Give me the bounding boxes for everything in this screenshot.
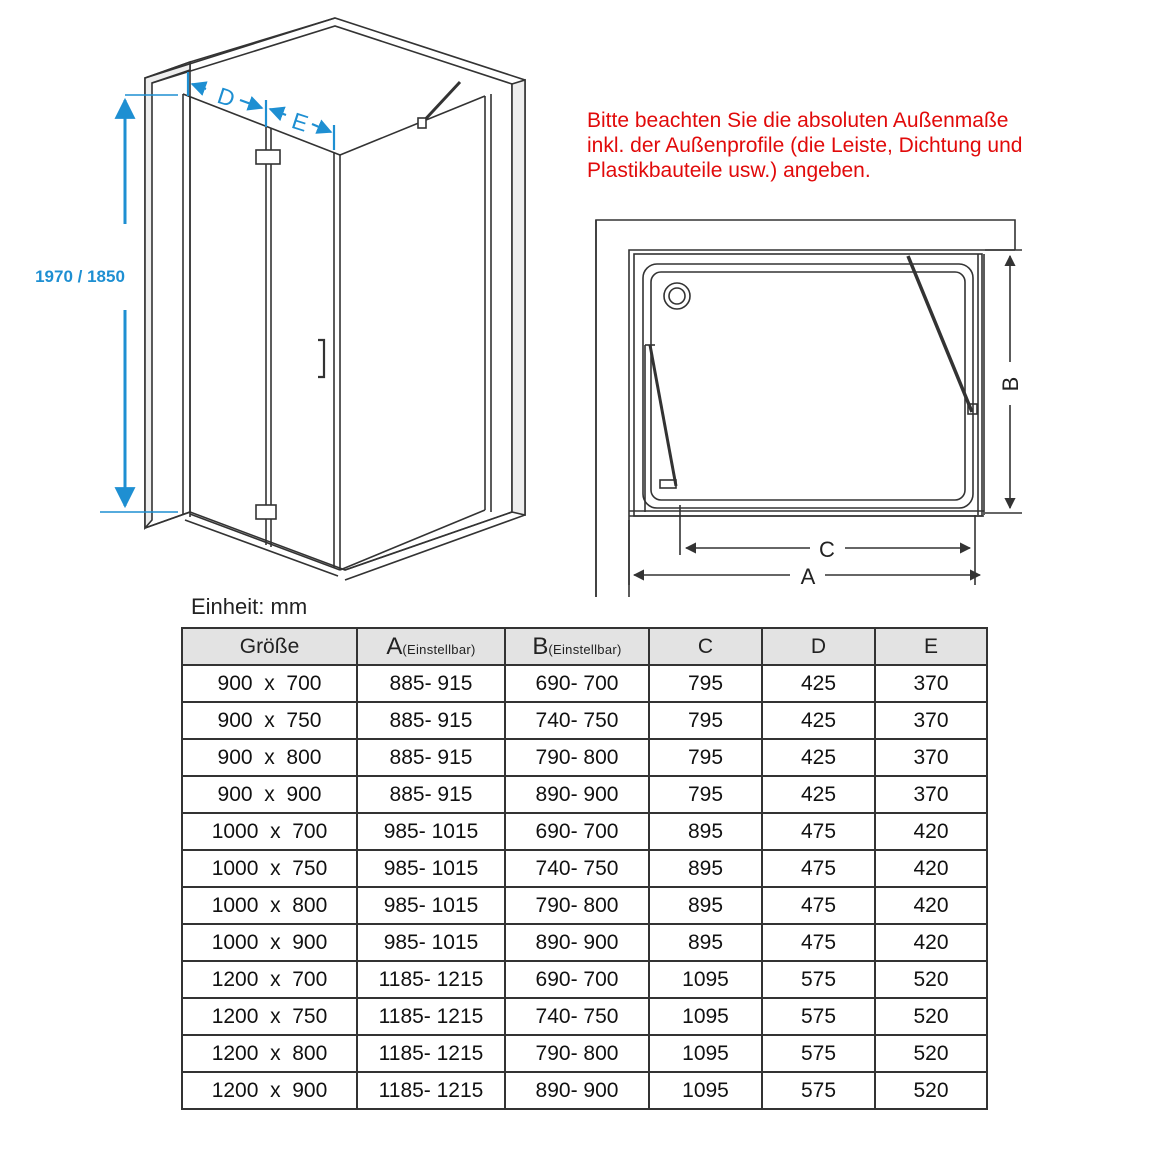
cell-d: 425: [762, 776, 875, 813]
measurement-note: [587, 108, 1127, 183]
cell-b: 790- 800: [505, 739, 649, 776]
cell-c: 1095: [649, 961, 762, 998]
size-table: [181, 627, 988, 1110]
cell-b: 690- 700: [505, 665, 649, 702]
header-a: A(Einstellbar): [357, 628, 505, 665]
cell-b: 790- 800: [505, 1035, 649, 1072]
cell-size: 900 x 700: [182, 665, 357, 702]
cell-b: 790- 800: [505, 887, 649, 924]
table-row: [182, 702, 987, 739]
cell-d: 575: [762, 1035, 875, 1072]
table-row: [182, 665, 987, 702]
cell-e: 420: [875, 850, 987, 887]
cell-d: 475: [762, 924, 875, 961]
cell-d: 425: [762, 739, 875, 776]
cell-c: 1095: [649, 1035, 762, 1072]
cell-size: 1200 x 700: [182, 961, 357, 998]
table-header-row: [182, 628, 987, 665]
cell-c: 895: [649, 850, 762, 887]
cell-c: 795: [649, 702, 762, 739]
cell-a: 985- 1015: [357, 887, 505, 924]
header-c: C: [649, 628, 762, 665]
cell-size: 1200 x 750: [182, 998, 357, 1035]
cell-a: 1185- 1215: [357, 1035, 505, 1072]
table-row: [182, 850, 987, 887]
cell-a: 985- 1015: [357, 924, 505, 961]
cell-c: 795: [649, 739, 762, 776]
cell-e: 520: [875, 961, 987, 998]
cell-size: 1200 x 800: [182, 1035, 357, 1072]
cell-e: 520: [875, 1072, 987, 1109]
label-b: B: [998, 376, 1023, 392]
cell-size: 1000 x 800: [182, 887, 357, 924]
cell-c: 1095: [649, 1072, 762, 1109]
cell-a: 985- 1015: [357, 850, 505, 887]
table-body: [182, 665, 987, 1109]
cell-b: 890- 900: [505, 1072, 649, 1109]
table-row: [182, 924, 987, 961]
cell-e: 420: [875, 813, 987, 850]
cell-b: 690- 700: [505, 813, 649, 850]
cell-b: 890- 900: [505, 924, 649, 961]
cell-d: 575: [762, 961, 875, 998]
table-row: [182, 887, 987, 924]
table-row: [182, 776, 987, 813]
plan-view: [596, 220, 1015, 597]
cell-d: 475: [762, 850, 875, 887]
cell-size: 1200 x 900: [182, 1072, 357, 1109]
shower-3d-view: [145, 18, 525, 580]
note-line-3: Plastikbauteile usw.) angeben.: [587, 159, 871, 182]
label-c: C: [819, 537, 835, 562]
cell-a: 885- 915: [357, 665, 505, 702]
cell-a: 885- 915: [357, 776, 505, 813]
table-row: [182, 813, 987, 850]
unit-label: Einheit: mm: [191, 594, 308, 619]
cell-e: 370: [875, 665, 987, 702]
height-label: 1970 / 1850: [35, 267, 125, 286]
table-row: [182, 1072, 987, 1109]
cell-c: 895: [649, 813, 762, 850]
cell-size: 1000 x 900: [182, 924, 357, 961]
cell-a: 1185- 1215: [357, 998, 505, 1035]
cell-size: 900 x 750: [182, 702, 357, 739]
table-row: [182, 1035, 987, 1072]
cell-d: 425: [762, 665, 875, 702]
cell-b: 690- 700: [505, 961, 649, 998]
header-d: D: [762, 628, 875, 665]
table-row: [182, 961, 987, 998]
cell-c: 895: [649, 924, 762, 961]
cell-size: 900 x 900: [182, 776, 357, 813]
cell-e: 370: [875, 702, 987, 739]
cell-c: 1095: [649, 998, 762, 1035]
cell-b: 740- 750: [505, 702, 649, 739]
cell-e: 520: [875, 998, 987, 1035]
note-line-2: inkl. der Außenprofile (die Leiste, Dichtung und: [587, 134, 1023, 157]
label-a: A: [800, 564, 816, 589]
cell-a: 885- 915: [357, 739, 505, 776]
header-b: B(Einstellbar): [505, 628, 649, 665]
d-e-dimension: [188, 72, 334, 150]
cell-c: 795: [649, 776, 762, 813]
cell-e: 420: [875, 887, 987, 924]
cell-e: 520: [875, 1035, 987, 1072]
cell-b: 740- 750: [505, 850, 649, 887]
cell-b: 740- 750: [505, 998, 649, 1035]
cell-a: 985- 1015: [357, 813, 505, 850]
header-size: Größe: [182, 628, 357, 665]
cell-b: 890- 900: [505, 776, 649, 813]
cell-d: 425: [762, 702, 875, 739]
table-row: [182, 998, 987, 1035]
label-d: D: [214, 82, 239, 112]
cell-a: 1185- 1215: [357, 1072, 505, 1109]
cell-d: 575: [762, 998, 875, 1035]
cell-d: 475: [762, 813, 875, 850]
note-line-1: Bitte beachten Sie die absoluten Außenmaße: [587, 109, 1009, 132]
cell-a: 1185- 1215: [357, 961, 505, 998]
cell-d: 475: [762, 887, 875, 924]
table-row: [182, 739, 987, 776]
cell-size: 1000 x 750: [182, 850, 357, 887]
label-e: E: [288, 107, 312, 137]
cell-c: 795: [649, 665, 762, 702]
header-e: E: [875, 628, 987, 665]
cell-c: 895: [649, 887, 762, 924]
cell-e: 420: [875, 924, 987, 961]
cell-size: 900 x 800: [182, 739, 357, 776]
cell-size: 1000 x 700: [182, 813, 357, 850]
cell-e: 370: [875, 739, 987, 776]
cell-e: 370: [875, 776, 987, 813]
cell-d: 575: [762, 1072, 875, 1109]
cell-a: 885- 915: [357, 702, 505, 739]
